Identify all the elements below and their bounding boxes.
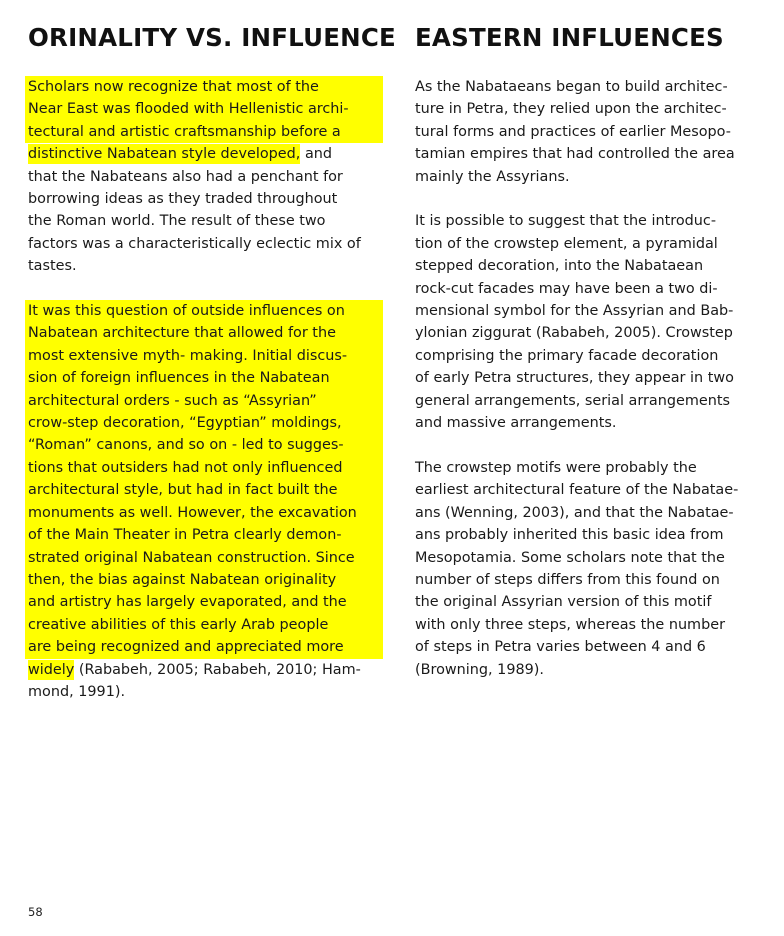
right-paragraph-3 — [415, 457, 765, 681]
text-line: of the Main Theater in Petra clearly demon- — [25, 524, 383, 546]
text-line: mond, 1991). — [28, 683, 126, 700]
text-line: then, the bias against Nabatean originality — [25, 569, 383, 591]
text-line: tural forms and practices of earlier Mesopo- — [415, 123, 731, 140]
text-line: Scholars now recognize that most of the — [25, 76, 383, 98]
right-column — [415, 20, 767, 681]
left-paragraph-1 — [28, 76, 383, 278]
text-line: most extensive myth- making. Initial discus- — [25, 345, 383, 367]
text-line: factors was a characteristically eclectic mix of — [28, 235, 361, 252]
text-line: (Browning, 1989). — [415, 661, 544, 678]
text-line: architectural style, but had in fact built the — [25, 479, 383, 501]
text-line: of steps in Petra varies between 4 and 6 — [415, 639, 706, 656]
text-line: sion of foreign influences in the Nabatean — [25, 367, 383, 389]
text-line: of early Petra structures, they appear in two — [415, 370, 734, 387]
text-line: ans (Wenning, 2003), and that the Nabatae- — [415, 504, 734, 521]
text-line: “Roman” canons, and so on - led to sugges- — [25, 434, 383, 456]
text-line: tion of the crowstep element, a pyramidal — [415, 235, 718, 252]
text-line: ylonian ziggurat (Rababeh, 2005). Crowstep — [415, 325, 733, 342]
right-heading: EASTERN INFLUENCES — [415, 23, 724, 52]
text-line: architectural orders - such as “Assyrian” — [25, 390, 383, 412]
highlighted-text: distinctive Nabatean style developed, — [28, 146, 301, 163]
text-line: tions that outsiders had not only influenced — [25, 457, 383, 479]
text-line: borrowing ideas as they traded throughout — [28, 191, 338, 208]
text-line: Mesopotamia. Some scholars note that the — [415, 549, 725, 566]
text-line: rock-cut facades may have been a two di- — [415, 280, 718, 297]
text-line: the original Assyrian version of this motif — [415, 594, 712, 611]
text-line: number of steps differs from this found on — [415, 571, 720, 588]
text-line: ture in Petra, they relied upon the architec- — [415, 101, 727, 118]
right-paragraph-1 — [415, 76, 765, 188]
right-paragraph-2 — [415, 210, 765, 434]
text-line: mensional symbol for the Assyrian and Bab- — [415, 303, 734, 320]
text-line: Nabatean architecture that allowed for the — [25, 322, 383, 344]
text-line: It is possible to suggest that the introduc- — [415, 213, 717, 230]
text-line: monuments as well. However, the excavation — [25, 502, 383, 524]
text-line: creative abilities of this early Arab people — [25, 614, 383, 636]
text-line: general arrangements, serial arrangements — [415, 392, 730, 409]
text-line: widely (Rababeh, 2005; Rababeh, 2010; Ham- — [28, 661, 361, 678]
text-line: with only three steps, whereas the number — [415, 616, 725, 633]
text-line: Near East was flooded with Hellenistic archi- — [25, 98, 383, 120]
text-line: tamian empires that had controlled the area — [415, 146, 735, 163]
highlighted-text: widely — [28, 661, 75, 678]
page-number: 58 — [28, 905, 43, 919]
text-line: ans probably inherited this basic idea from — [415, 527, 724, 544]
text-line: stepped decoration, into the Nabataean — [415, 258, 704, 275]
text-line: crow-step decoration, “Egyptian” moldings, — [25, 412, 383, 434]
left-column — [28, 20, 396, 703]
text-line: that the Nabateans also had a penchant for — [28, 168, 343, 185]
text-line: earliest architectural feature of the Nabatae- — [415, 482, 739, 499]
text-line: and massive arrangements. — [415, 415, 617, 432]
text-line: As the Nabataeans began to build architec- — [415, 79, 728, 95]
left-heading: ORINALITY VS. INFLUENCE — [28, 23, 396, 52]
left-paragraph-2 — [28, 300, 383, 703]
text-line: strated original Nabatean construction. Since — [25, 547, 383, 569]
text-line: distinctive Nabatean style developed, and — [28, 146, 333, 163]
text-line: The crowstep motifs were probably the — [415, 459, 697, 476]
text-line: tectural and artistic craftsmanship before a — [25, 121, 383, 143]
text-line: comprising the primary facade decoration — [415, 347, 719, 364]
text-line: mainly the Assyrians. — [415, 168, 570, 185]
text-line: the Roman world. The result of these two — [28, 213, 326, 230]
text-line: are being recognized and appreciated more — [25, 636, 383, 658]
text-line: and artistry has largely evaporated, and the — [25, 591, 383, 613]
text-line: tastes. — [28, 258, 77, 275]
text-line: It was this question of outside influences on — [25, 300, 383, 322]
